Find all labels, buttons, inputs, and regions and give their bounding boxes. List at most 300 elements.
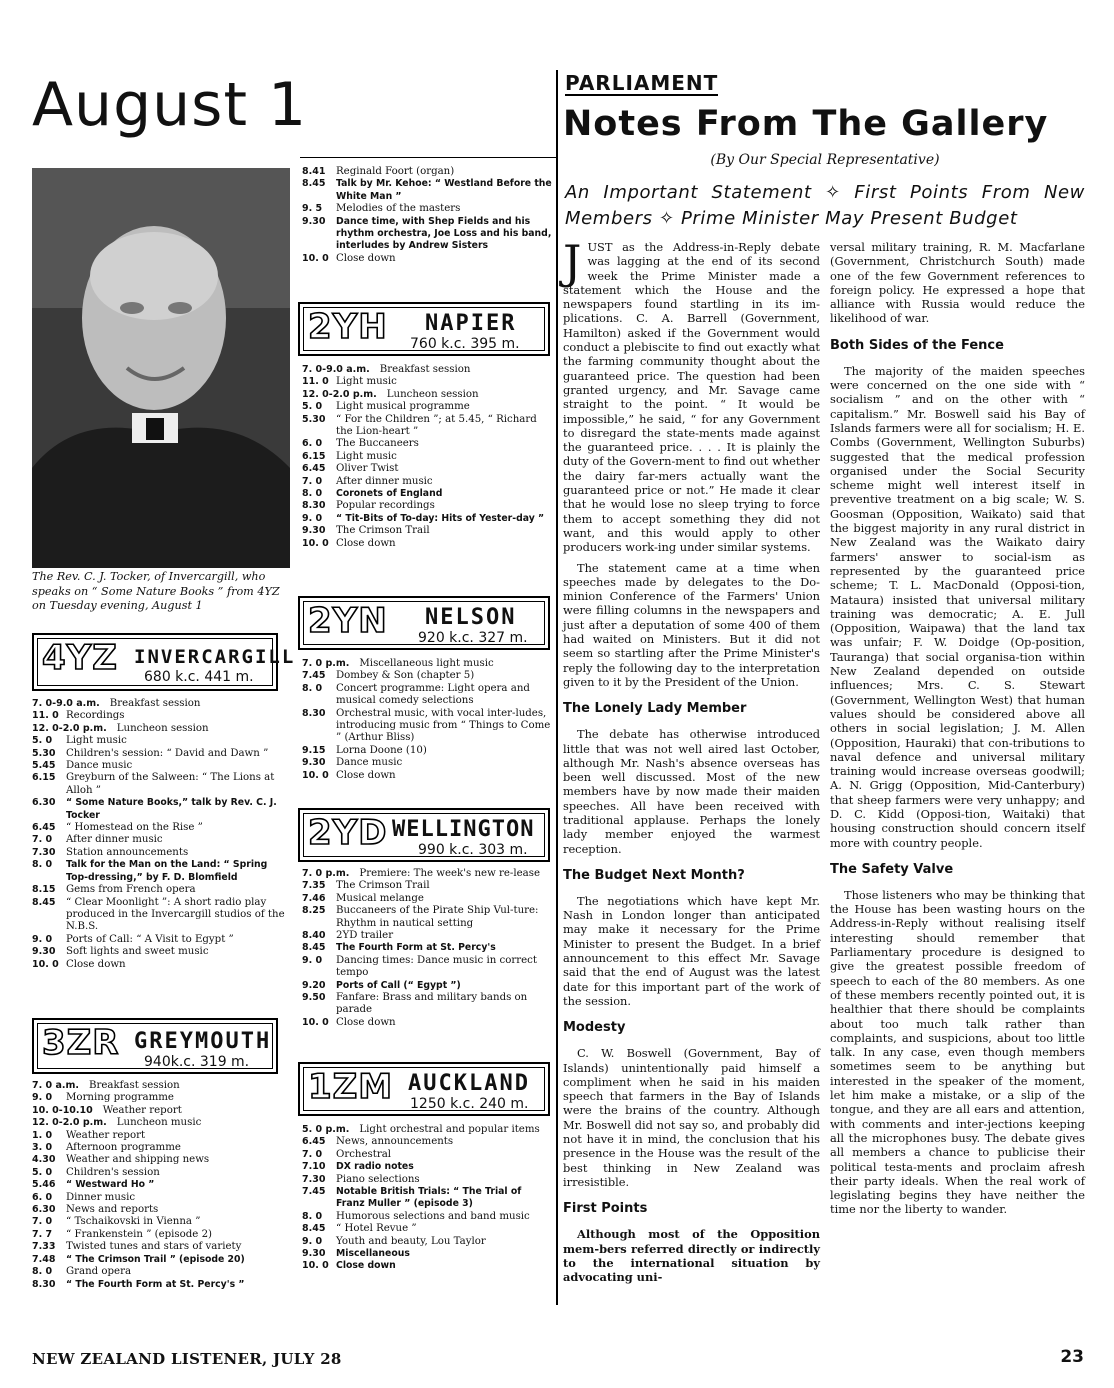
schedule-time: 10. 0-10.10: [32, 1104, 93, 1116]
schedule-time: 8. 0: [302, 1210, 323, 1222]
schedule-programme: Dombey & Son (chapter 5): [336, 670, 475, 682]
schedule-programme: The Fourth Form at St. Percy's: [336, 942, 496, 954]
schedule-item: [32, 1229, 294, 1241]
schedule-item: [32, 723, 286, 735]
schedule-programme: Close down: [336, 1260, 396, 1272]
schedule-time: 9.50: [302, 992, 326, 1004]
schedule-programme: “ Frankenstein ” (episode 2): [66, 1228, 213, 1240]
schedule-programme: Fanfare: Brass and military bands on parade: [336, 992, 528, 1016]
station-city: AUCKLAND: [408, 1071, 530, 1096]
schedule-item: [32, 859, 286, 884]
schedule-time: 7. 0: [32, 1216, 53, 1228]
station-city: NAPIER: [425, 311, 517, 336]
schedule-item: [302, 905, 552, 930]
schedule-item: [302, 745, 552, 757]
schedule-time: 7. 0-9.0 a.m.: [32, 698, 100, 709]
station-frequency: 990 k.c. 303 m.: [418, 842, 528, 858]
schedule-item: [302, 893, 552, 905]
schedule-item: [302, 770, 552, 782]
station-city: WELLINGTON: [392, 817, 535, 842]
schedule-time: 7. 0: [302, 475, 323, 487]
schedule-item: [302, 1248, 552, 1260]
station-banner-2yh: [298, 302, 550, 356]
schedule-time: 9.15: [302, 744, 326, 756]
schedule-time: 10. 0: [302, 537, 329, 549]
schedule-item: [32, 1279, 294, 1291]
schedule-item: [32, 797, 286, 822]
schedule-item: [32, 760, 286, 772]
schedule-programme: Musical melange: [336, 892, 424, 904]
column-divider: [556, 70, 558, 1305]
schedule-programme: News, announcements: [336, 1136, 454, 1148]
schedule-item: [302, 1161, 552, 1173]
schedule-programme: Children's session: [66, 1166, 160, 1178]
schedule-item: [32, 1266, 294, 1278]
schedule-time: 7. 0-9.0 a.m.: [302, 364, 370, 375]
schedule-programme: Lorna Doone (10): [336, 744, 427, 756]
schedule-programme: Weather and shipping news: [66, 1154, 210, 1166]
schedule-programme: The Buccaneers: [336, 438, 419, 450]
schedule-programme: After dinner music: [66, 834, 163, 846]
schedule-time: 9.30: [302, 215, 326, 227]
schedule-programme: Talk for the Man on the Land: “ Spring Top-dressing,” by F. D. Blomfield: [66, 859, 268, 883]
schedule-item: [302, 401, 552, 413]
station-banner-4yz: [32, 633, 296, 691]
schedule-time: 6.45: [302, 1136, 326, 1148]
station-frequency: 920 k.c. 327 m.: [418, 630, 528, 646]
subheading: Modesty: [563, 1020, 626, 1036]
schedule-continued: [302, 166, 552, 265]
schedule-item: [302, 980, 552, 992]
station-call-sign: 2YN: [308, 601, 388, 641]
article-paragraph: The negotiations which have kept Mr. Nash in London longer than anticipated may make it necessary for the Prime Minister to present the Budget. In a brief announcement to this effect Mr. Savage said that the end of August was the latest date for this important part of the work of the session.: [563, 893, 820, 1008]
schedule-item: [32, 1130, 294, 1142]
schedule-time: 12. 0-2.0 p.m.: [32, 722, 107, 734]
schedule-item: [302, 658, 552, 670]
schedule-programme: Close down: [66, 958, 126, 970]
article-paragraph: versal military training, R. M. Macfarlane (Government, Christchurch South) made one of the few Government references to foreign policy. He expressed a hope that alliance with Russia would reduce the likelihood of war.: [830, 240, 1085, 326]
subheading: First Points: [563, 1201, 648, 1217]
schedule-time: 8.45: [32, 896, 56, 908]
schedule-time: 9.30: [32, 946, 56, 958]
article-paragraph: Those listeners who may be thinking that the House has been wasting hours on the Address-in-Reply without realising itself interesting should remember that Parliamentary procedure is designed to give the greatest possible freedom of speech to each of the 80 members. As one of these members recently pointed out, it is healthier that there should be complaints about too much talk rather than complaints, and suspicions, about too little talk. In any case, even though members sometimes seem to be anything but interested in the speaker of the moment, let him make a mistake, or a slip of the tongue, and they are all ears and attention, with comments and inter-jections keeping all the microphones busy. The debate gives all members a chance to publicise their political testa-ments and proclaim afresh their party ideals. When the real work of legislating begins they have neither the time nor the liberty to wander.: [830, 887, 1085, 1217]
schedule-programme: Luncheon session: [116, 722, 209, 734]
schedule-programme: Close down: [336, 537, 396, 549]
schedule-time: 12. 0-2.0 p.m.: [302, 388, 377, 400]
schedule-programme: “ Some Nature Books,” talk by Rev. C. J. Tocker: [66, 797, 277, 821]
schedule-auckland: [302, 1124, 552, 1273]
schedule-programme: Orchestral: [336, 1148, 392, 1160]
schedule-item: [302, 955, 552, 980]
schedule-time: 8.45: [302, 942, 326, 954]
schedule-time: 8.45: [302, 178, 326, 190]
schedule-item: [302, 1186, 552, 1211]
schedule-time: 5. 0 p.m.: [302, 1124, 350, 1135]
schedule-programme: Close down: [336, 252, 396, 264]
schedule-time: 7.45: [302, 670, 326, 682]
schedule-programme: DX radio notes: [336, 1161, 414, 1173]
schedule-item: [302, 708, 552, 745]
schedule-item: [302, 463, 552, 475]
schedule-item: [302, 1236, 552, 1248]
schedule-item: [302, 500, 552, 512]
article-byline: (By Our Special Representative): [710, 152, 940, 168]
schedule-programme: Twisted tunes and stars of variety: [66, 1241, 242, 1253]
schedule-item: [302, 880, 552, 892]
schedule-item: [302, 683, 552, 708]
schedule-item: [302, 670, 552, 682]
station-frequency: 760 k.c. 395 m.: [410, 336, 520, 352]
schedule-programme: Oliver Twist: [336, 463, 399, 475]
schedule-item: [32, 834, 286, 846]
schedule-time: 8. 0: [302, 488, 323, 500]
schedule-time: 8.41: [302, 166, 326, 177]
schedule-programme: Talk by Mr. Kehoe: “ Westland Before the White Man ”: [336, 178, 552, 202]
schedule-programme: Ports of Call: “ A Visit to Egypt ”: [66, 933, 234, 945]
schedule-item: [32, 847, 286, 859]
article-paragraph: C. W. Boswell (Government, Bay of Islands) unintentionally paid himself a compliment when he said in his maiden speech that farmers in the Bay of Islands were the brains of the country. Although Mr. Boswell did not say so, and probably did not have it in mind, the conclusion that his presence in the House was the result of the best thinking in New Zealand was irresistible.: [563, 1046, 820, 1189]
schedule-time: 8.30: [302, 707, 326, 719]
schedule-programme: “ For the Children ”; at 5.45, “ Richard the Lion-heart ”: [336, 413, 537, 438]
schedule-programme: “ The Fourth Form at St. Percy's ”: [66, 1278, 245, 1290]
article-paragraph: The majority of the maiden speeches were concerned on the one side with “ socialism ” and on the other with “ capitalism.” Mr. Boswell said his Bay of Islands farmers were all for socialism; H. E. Combs (Government, Wellington Suburbs) suggested that the medical profession organised under the Social Security scheme might well interest itself in preventive treatment on a big scale; W. S. Goosman (Opposition, Waikato) said that the biggest majority in any rural district in New Zealand was the Waikato dairy farmers' answer to social-ism as represented by the guaranteed price scheme; T. L. MacDonald (Opposi-tion, Mataura) insisted that universal military training was democratic; A. E. Jull (Opposition, Waipawa) that the land tax was unfair; F. W. Doidge (Op-position, Tauranga) that social organisa-tion within New Zealand depended on outside influences; Mrs. C. S. Stewart (Government, Wellington West) that human values should be considered above all others in social legislation; J. M. Allen (Opposition, Hauraki) that con-tributions to naval defence and universal military training would increase overseas goodwill; A. N. Grigg (Opposition, Mid-Canterbury) that sheep farmers were very unhappy; and D. C. Kidd (Opposi-tion, Waitaki) that housing construction should concern itself more with country people.: [830, 363, 1085, 850]
schedule-nelson: [302, 658, 552, 782]
schedule-time: 9.30: [302, 525, 326, 537]
schedule-programme: Gems from French opera: [66, 884, 196, 896]
schedule-time: 6.30: [32, 797, 56, 809]
schedule-programme: Breakfast session: [109, 698, 201, 709]
schedule-time: 9. 5: [302, 203, 323, 215]
schedule-time: 8.30: [302, 500, 326, 512]
schedule-time: 9. 0: [302, 954, 323, 966]
schedule-programme: Luncheon session: [386, 388, 479, 400]
schedule-time: 6. 0: [302, 438, 323, 450]
schedule-programme: Buccaneers of the Pirate Ship Vul-ture: Rhythm in nautical setting: [336, 905, 539, 929]
schedule-time: 7.48: [32, 1253, 56, 1265]
schedule-time: 9.20: [302, 979, 326, 991]
schedule-time: 10. 0: [302, 1016, 329, 1028]
article-paragraph: Although most of the Opposition mem-bers referred directly or indirectly to the international situation by advocating uni-: [563, 1227, 820, 1285]
schedule-programme: Weather report: [102, 1104, 182, 1116]
schedule-programme: After dinner music: [336, 475, 433, 487]
station-call-sign: 3ZR: [42, 1023, 120, 1063]
schedule-item: [32, 1080, 294, 1092]
schedule-programme: Dancing times: Dance music in correct tempo: [336, 954, 537, 979]
schedule-time: 7.45: [302, 1186, 326, 1198]
schedule-item: [32, 1154, 294, 1166]
schedule-programme: Premiere: The week's new re-lease: [359, 868, 540, 879]
schedule-time: 7.35: [302, 880, 326, 892]
article-paragraph: The debate has otherwise introduced little that was not well aired last October, although Mr. Nash's absence overseas has been well discussed. Most of the new members have by now made their maiden speeches. All have been received with traditional applause. Perhaps the lonely lady member enjoyed the warmest reception.: [563, 727, 820, 856]
schedule-programme: The Crimson Trail: [336, 880, 430, 892]
schedule-time: 8. 0: [32, 859, 53, 871]
schedule-time: 6.15: [32, 772, 56, 784]
schedule-programme: Station announcements: [66, 846, 189, 858]
schedule-programme: Dance music: [66, 760, 133, 772]
schedule-time: 7.10: [302, 1161, 326, 1173]
subheading: The Lonely Lady Member: [563, 701, 747, 717]
schedule-item: [302, 203, 552, 215]
schedule-programme: Popular recordings: [336, 500, 435, 512]
publication-footer: NEW ZEALAND LISTENER, JULY 28: [32, 1350, 342, 1368]
schedule-item: [302, 1149, 552, 1161]
schedule-time: 8.15: [32, 884, 56, 896]
schedule-programme: “ Homestead on the Rise ”: [66, 822, 203, 834]
article-column-2: [830, 240, 1085, 1217]
schedule-item: [32, 1204, 294, 1216]
column-rule: [300, 157, 556, 158]
schedule-programme: Soft lights and sweet music: [66, 946, 209, 958]
schedule-item: [32, 1192, 294, 1204]
schedule-programme: Youth and beauty, Lou Taylor: [336, 1235, 486, 1247]
schedule-time: 5.46: [32, 1179, 56, 1191]
schedule-item: [302, 488, 552, 500]
schedule-programme: Piano selections: [336, 1173, 420, 1185]
article-headline: Notes From The Gallery: [563, 104, 1049, 144]
station-frequency: 1250 k.c. 240 m.: [410, 1096, 529, 1112]
schedule-programme: Close down: [336, 769, 396, 781]
schedule-item: [302, 438, 552, 450]
schedule-item: [32, 710, 286, 722]
station-city: NELSON: [425, 605, 517, 630]
schedule-item: [302, 389, 552, 401]
schedule-item: [302, 476, 552, 488]
schedule-time: 12. 0-2.0 p.m.: [32, 1117, 107, 1129]
schedule-item: [32, 946, 286, 958]
schedule-item: [32, 1142, 294, 1154]
station-city: INVERCARGILL: [134, 646, 296, 668]
schedule-programme: Dinner music: [66, 1191, 136, 1203]
schedule-item: [32, 1254, 294, 1266]
schedule-item: [302, 364, 552, 376]
schedule-time: 8.40: [302, 930, 326, 942]
schedule-programme: Light music: [336, 376, 397, 388]
schedule-time: 7. 0 p.m.: [302, 868, 350, 879]
schedule-time: 9.30: [302, 1248, 326, 1260]
schedule-item: [302, 1136, 552, 1148]
schedule-item: [302, 538, 552, 550]
schedule-time: 5.45: [32, 760, 56, 772]
schedule-item: [302, 757, 552, 769]
schedule-item: [32, 735, 286, 747]
schedule-napier: [302, 364, 552, 550]
schedule-time: 11. 0: [302, 376, 329, 388]
schedule-time: 5.30: [32, 747, 56, 759]
schedule-item: [302, 992, 552, 1017]
schedule-item: [302, 1017, 552, 1029]
schedule-programme: Miscellaneous: [336, 1248, 410, 1260]
schedule-programme: “ Tschaikovski in Vienna ”: [66, 1216, 201, 1228]
schedule-programme: Miscellaneous light music: [359, 658, 494, 669]
page-date: August 1: [32, 70, 308, 140]
schedule-time: 8.30: [32, 1278, 56, 1290]
schedule-item: [32, 1216, 294, 1228]
schedule-time: 9. 0: [302, 1235, 323, 1247]
station-call-sign: 1ZM: [308, 1067, 394, 1107]
schedule-item: [32, 1092, 294, 1104]
drop-cap: J: [563, 235, 582, 289]
schedule-programme: Ports of Call (“ Egypt ”): [336, 979, 461, 991]
schedule-item: [302, 1223, 552, 1235]
schedule-programme: Light orchestral and popular items: [359, 1124, 540, 1135]
subheading: Both Sides of the Fence: [830, 337, 1004, 353]
article-paragraph: The statement came at a time when speeches made by delegates to the Do-minion Conference of the Farmers' Union were filling columns in the newspapers and just after a deputation of some 400 of them had waited on Ministers. But it did not seem so startling after the Prime Minister's reply the following day to the interpretation given to it by the President of the Union.: [563, 560, 820, 689]
schedule-time: 10. 0: [32, 958, 59, 970]
schedule-item: [32, 884, 286, 896]
schedule-time: 8. 0: [32, 1266, 53, 1278]
schedule-time: 11. 0: [32, 710, 59, 722]
schedule-item: [302, 513, 552, 525]
schedule-programme: Melodies of the masters: [336, 203, 461, 215]
schedule-time: 8.45: [302, 1223, 326, 1235]
schedule-time: 7.46: [302, 892, 326, 904]
schedule-item: [302, 414, 552, 439]
schedule-time: 10. 0: [302, 252, 329, 264]
photo-caption: The Rev. C. J. Tocker, of Invercargill, who speaks on “ Some Nature Books ” from 4YZ on Tuesday evening, August 1: [32, 570, 280, 612]
schedule-time: 6.15: [302, 450, 326, 462]
schedule-time: 9. 0: [32, 1092, 53, 1104]
schedule-time: 6. 0: [32, 1191, 53, 1203]
schedule-programme: Light musical programme: [336, 401, 470, 413]
schedule-programme: 2YD trailer: [336, 930, 394, 942]
schedule-time: 8.25: [302, 905, 326, 917]
portrait-photo: [32, 168, 290, 568]
schedule-programme: Humorous selections and band music: [336, 1210, 530, 1222]
schedule-wellington: [302, 868, 552, 1029]
schedule-programme: “ Clear Moonlight ”: A short radio play produced in the Invercargill studios of the N.B.S.: [66, 896, 285, 933]
schedule-time: 7. 0 a.m.: [32, 1080, 79, 1091]
schedule-item: [32, 822, 286, 834]
schedule-time: 6.30: [32, 1204, 56, 1216]
station-banner-2yd: [298, 808, 550, 862]
schedule-programme: Breakfast session: [88, 1080, 180, 1091]
station-banner-1zm: [298, 1062, 550, 1116]
schedule-item: [302, 166, 552, 178]
schedule-item: [302, 451, 552, 463]
schedule-programme: Coronets of England: [336, 488, 443, 500]
schedule-item: [32, 1117, 294, 1129]
schedule-item: [32, 1179, 294, 1191]
schedule-item: [302, 930, 552, 942]
station-call-sign: 2YH: [308, 307, 388, 347]
schedule-programme: Weather report: [66, 1129, 146, 1141]
schedule-time: 9. 0: [32, 933, 53, 945]
schedule-time: 8. 0: [302, 682, 323, 694]
schedule-time: 4.30: [32, 1154, 56, 1166]
station-call-sign: 4YZ: [42, 638, 118, 678]
schedule-time: 7.33: [32, 1241, 56, 1253]
schedule-programme: Light music: [66, 735, 127, 747]
schedule-item: [32, 748, 286, 760]
schedule-item: [32, 1241, 294, 1253]
schedule-time: 9.30: [302, 757, 326, 769]
schedule-item: [302, 253, 552, 265]
schedule-time: 7. 7: [32, 1228, 53, 1240]
station-frequency: 680 k.c. 441 m.: [144, 669, 254, 685]
schedule-greymouth: [32, 1080, 294, 1291]
station-banner-2yn: [298, 596, 550, 650]
station-frequency: 940k.c. 319 m.: [144, 1054, 250, 1070]
schedule-time: 5.30: [302, 413, 326, 425]
schedule-programme: Orchestral music, with vocal inter-ludes, introducing music from “ Things to Come ” (Arthur Bliss): [336, 707, 551, 744]
schedule-item: [32, 772, 286, 797]
schedule-programme: “ Westward Ho ”: [66, 1179, 155, 1191]
schedule-time: 6.45: [302, 463, 326, 475]
page-number: 23: [1060, 1347, 1084, 1367]
schedule-item: [32, 897, 286, 934]
schedule-programme: Breakfast session: [379, 364, 471, 375]
schedule-item: [302, 216, 552, 253]
schedule-time: 10. 0: [302, 1260, 329, 1272]
subheading: The Safety Valve: [830, 861, 954, 877]
schedule-item: [302, 525, 552, 537]
schedule-item: [302, 376, 552, 388]
schedule-programme: Afternoon programme: [66, 1142, 181, 1154]
schedule-programme: Dance music: [336, 757, 403, 769]
schedule-item: [302, 868, 552, 880]
schedule-item: [302, 1260, 552, 1272]
article-column-1: [563, 235, 820, 1285]
schedule-programme: Morning programme: [66, 1092, 174, 1104]
schedule-item: [32, 1167, 294, 1179]
schedule-time: 7.30: [32, 846, 56, 858]
schedule-item: [302, 178, 552, 203]
article-paragraph: JUST as the Address-in-Reply debate was lagging at the end of its second week the Prime Minister made a statement which the House and the newspapers found startling in its im-plications. C. A. Barrell (Government, Hamilton) asked if the Government would conduct a plebiscite to find out exactly what the farming community thought about the guaranteed price. The question had been granted urgency, and Mr. Savage came straight to the point. “ It would be impossible,” he said, “ for any Government to disregard the state-ments made against the guaranteed price. . . . It is plainly the duty of the Govern-ment to find out whether the dairy far-mers actually want the guaranteed price or not.” He made it clear that he would lose no sleep trying to force them to accept something they did not want, and this would apply to other producers work-ing under similar systems.: [563, 235, 820, 555]
schedule-item: [32, 1105, 294, 1117]
schedule-programme: Children's session: “ David and Dawn ”: [66, 747, 269, 759]
schedule-time: 1. 0: [32, 1129, 53, 1141]
schedule-item: [302, 1124, 552, 1136]
schedule-programme: Notable British Trials: “ The Trial of Franz Muller ” (episode 3): [336, 1186, 522, 1210]
schedule-time: 10. 0: [302, 769, 329, 781]
schedule-time: 6.45: [32, 822, 56, 834]
schedule-item: [32, 698, 286, 710]
schedule-time: 5. 0: [302, 401, 323, 413]
schedule-programme: Light music: [336, 450, 397, 462]
section-kicker: PARLIAMENT: [565, 71, 719, 95]
schedule-programme: The Crimson Trail: [336, 525, 430, 537]
schedule-item: [302, 942, 552, 954]
schedule-programme: Grand opera: [66, 1266, 132, 1278]
schedule-programme: Concert programme: Light opera and musical comedy selections: [336, 682, 530, 707]
schedule-time: 5. 0: [32, 735, 53, 747]
schedule-time: 7. 0 p.m.: [302, 658, 350, 669]
station-city: GREYMOUTH: [134, 1029, 272, 1054]
schedule-programme: Greyburn of the Salween: “ The Lions at Alloh ”: [66, 772, 275, 796]
schedule-invercargill: [32, 698, 286, 971]
schedule-time: 9. 0: [302, 512, 323, 524]
schedule-time: 5. 0: [32, 1166, 53, 1178]
schedule-programme: “ Hotel Revue ”: [336, 1223, 417, 1235]
schedule-item: [32, 934, 286, 946]
subheading: The Budget Next Month?: [563, 867, 745, 883]
schedule-programme: “ Tit-Bits of To-day: Hits of Yester-day ”: [336, 512, 545, 524]
station-banner-3zr: [32, 1018, 278, 1074]
schedule-programme: News and reports: [66, 1204, 159, 1216]
schedule-programme: Close down: [336, 1016, 396, 1028]
schedule-programme: “ The Crimson Trail ” (episode 20): [66, 1253, 245, 1265]
schedule-item: [32, 959, 286, 971]
schedule-item: [302, 1211, 552, 1223]
schedule-programme: Luncheon music: [116, 1117, 202, 1129]
schedule-time: 7.30: [302, 1173, 326, 1185]
schedule-programme: Reginald Foort (organ): [336, 166, 455, 177]
schedule-time: 7. 0: [32, 834, 53, 846]
schedule-time: 7. 0: [302, 1148, 323, 1160]
schedule-programme: Dance time, with Shep Fields and his rhythm orchestra, Joe Loss and his band, interludes by Andrew Sisters: [336, 215, 552, 252]
schedule-programme: Recordings: [66, 710, 125, 722]
article-deck: An Important Statement ✧ First Points From New Members ✧ Prime Minister May Present Budget: [565, 182, 1085, 229]
